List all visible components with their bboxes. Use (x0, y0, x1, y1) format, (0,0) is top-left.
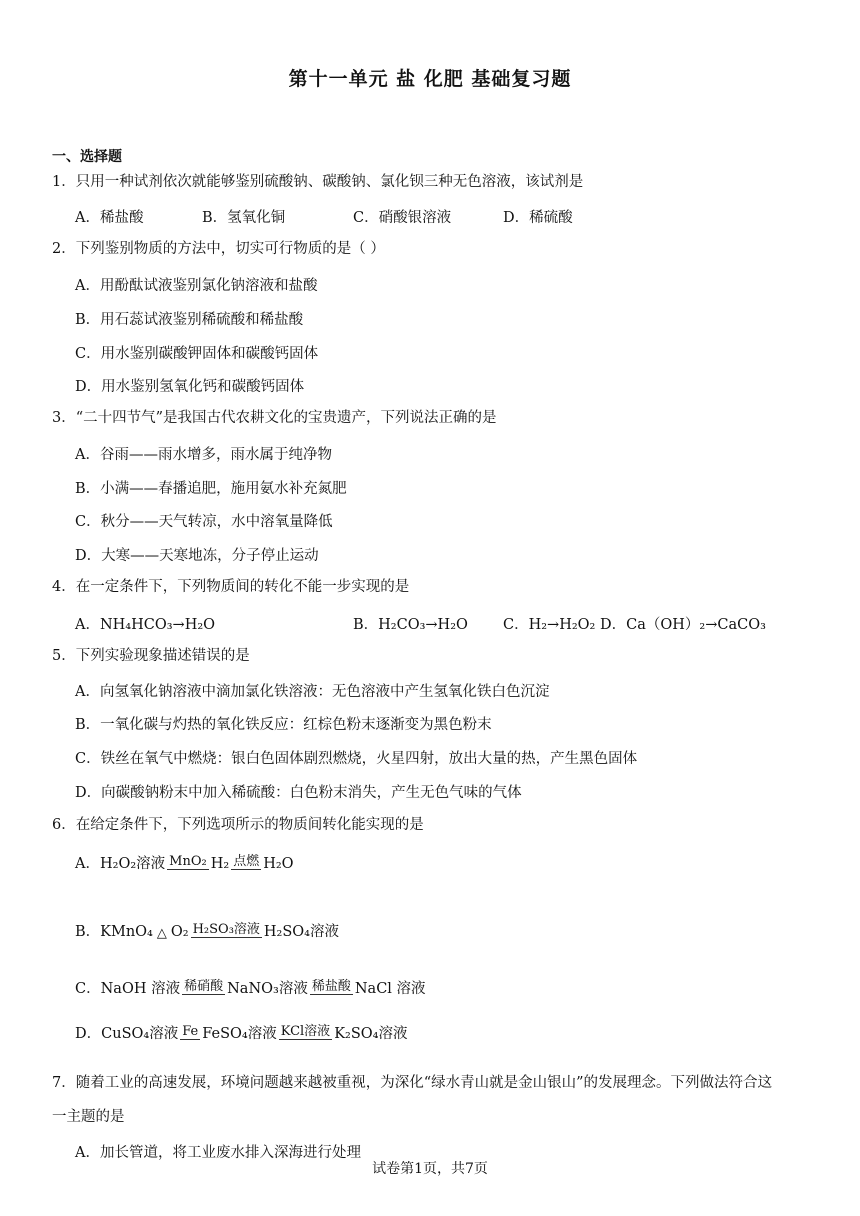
reaction-condition: MnO₂ (169, 854, 207, 869)
intermediate: H₂ (210, 856, 230, 872)
product: NaCl 溶液 (354, 981, 426, 997)
reaction-arrow (310, 980, 353, 998)
page-title: 第十一单元 盐 化肥 基础复习题 (288, 68, 572, 90)
q2-option-d: D．用水鉴别氢氧化钙和碳酸钙固体 (75, 379, 305, 395)
q3-option-c: C．秋分——天气转凉，水中溶氧量降低 (75, 514, 333, 530)
heat-symbol (155, 927, 169, 941)
q5-option-d: D．向碳酸钠粉末中加入稀硫酸：白色粉末消失，产生无色气味的气体 (75, 785, 522, 801)
q3-option-b: B．小满——春播追肥，施用氨水补充氮肥 (75, 481, 347, 497)
reaction-arrow (182, 980, 225, 998)
question-7-stem: 7．随着工业的高速发展，环境问题越来越被重视，为深化“绿水青山就是金山银山”的发展理念。下列做法符合这 (52, 1075, 773, 1091)
reaction-arrow (231, 855, 261, 873)
q2-option-a: A．用酚酞试液鉴别氯化钠溶液和盐酸 (75, 278, 318, 294)
reactant: NaOH 溶液 (100, 981, 181, 997)
reaction-arrow (191, 923, 262, 941)
q5-option-c: C．铁丝在氧气中燃烧：银白色固体剧烈燃烧，火星四射，放出大量的热，产生黑色固体 (75, 751, 638, 767)
q4-option-a: A．NH₄HCO₃→H₂O (75, 617, 216, 633)
intermediate: O₂ (170, 924, 189, 940)
q5-option-b: B．一氧化碳与灼热的氧化铁反应：红棕色粉末逐渐变为黑色粉末 (75, 717, 492, 733)
question-7-stem-continued: 一主题的是 (52, 1109, 125, 1125)
question-3-stem: 3．“二十四节气”是我国古代农耕文化的宝贵遗产，下列说法正确的是 (52, 410, 497, 426)
q1-option-c: C．硝酸银溶液 (353, 210, 452, 226)
intermediate: NaNO₃溶液 (227, 981, 308, 997)
q4-option-b: B．H₂CO₃→H₂O (353, 617, 468, 633)
question-4-stem: 4．在一定条件下，下列物质间的转化不能一步实现的是 (52, 579, 410, 595)
q5-option-a: A．向氢氧化钠溶液中滴加氯化铁溶液：无色溶液中产生氢氧化铁白色沉淀 (75, 684, 550, 700)
question-1-stem: 1．只用一种试剂依次就能够鉴别硫酸钠、碳酸钠、氯化钡三种无色溶液，该试剂是 (52, 174, 584, 190)
reaction-condition: 稀盐酸 (311, 979, 351, 994)
q1-option-d: D．稀硫酸 (503, 210, 573, 226)
reaction-arrow (279, 1025, 332, 1043)
product: K₂SO₄溶液 (334, 1026, 408, 1042)
product: H₂O (263, 856, 294, 872)
q6-option-d (75, 1022, 407, 1043)
page-footer: 试卷第1页，共7页 (372, 1161, 488, 1177)
reaction-arrow (180, 1025, 200, 1043)
q6-option-a (75, 852, 294, 873)
q4-option-d: D．Ca（OH）₂→CaCO₃ (600, 617, 766, 633)
q1-option-b: B．氢氧化铜 (202, 210, 286, 226)
q7-option-a: A．加长管道，将工业废水排入深海进行处理 (75, 1145, 361, 1161)
reaction-condition: H₂SO₃溶液 (192, 922, 260, 937)
reaction-condition: △ (156, 926, 167, 941)
reaction-condition: 稀硝酸 (184, 979, 224, 994)
q1-option-a: A．稀盐酸 (75, 210, 144, 226)
reaction-condition: 点燃 (233, 854, 260, 869)
reaction-condition: KCl溶液 (280, 1024, 331, 1039)
question-2-stem: 2．下列鉴别物质的方法中，切实可行物质的是（ ） (52, 241, 385, 257)
option-label: B． (75, 924, 101, 940)
q3-option-a: A．谷雨——雨水增多，雨水属于纯净物 (75, 447, 332, 463)
section-heading: 一、选择题 (52, 149, 122, 165)
question-5-stem: 5．下列实验现象描述错误的是 (52, 648, 250, 664)
reaction-condition: Fe (182, 1024, 199, 1039)
reactant: KMnO₄ (100, 924, 153, 940)
question-6-stem: 6．在给定条件下，下列选项所示的物质间转化能实现的是 (52, 817, 424, 833)
intermediate: FeSO₄溶液 (202, 1026, 277, 1042)
option-label: D． (75, 1026, 102, 1042)
q2-option-c: C．用水鉴别碳酸钾固体和碳酸钙固体 (75, 346, 319, 362)
option-label: A． (75, 856, 100, 872)
reactant: CuSO₄溶液 (101, 1026, 179, 1042)
q6-option-b (75, 920, 339, 941)
option-label: C． (75, 981, 101, 997)
product: H₂SO₄溶液 (263, 924, 339, 940)
q6-option-c (75, 977, 426, 998)
q2-option-b: B．用石蕊试液鉴别稀硫酸和稀盐酸 (75, 312, 304, 328)
reactant: H₂O₂溶液 (99, 856, 166, 872)
reaction-arrow (167, 855, 209, 873)
q3-option-d: D．大寒——天寒地冻，分子停止运动 (75, 548, 319, 564)
q4-option-c: C．H₂→H₂O₂ (503, 617, 596, 633)
